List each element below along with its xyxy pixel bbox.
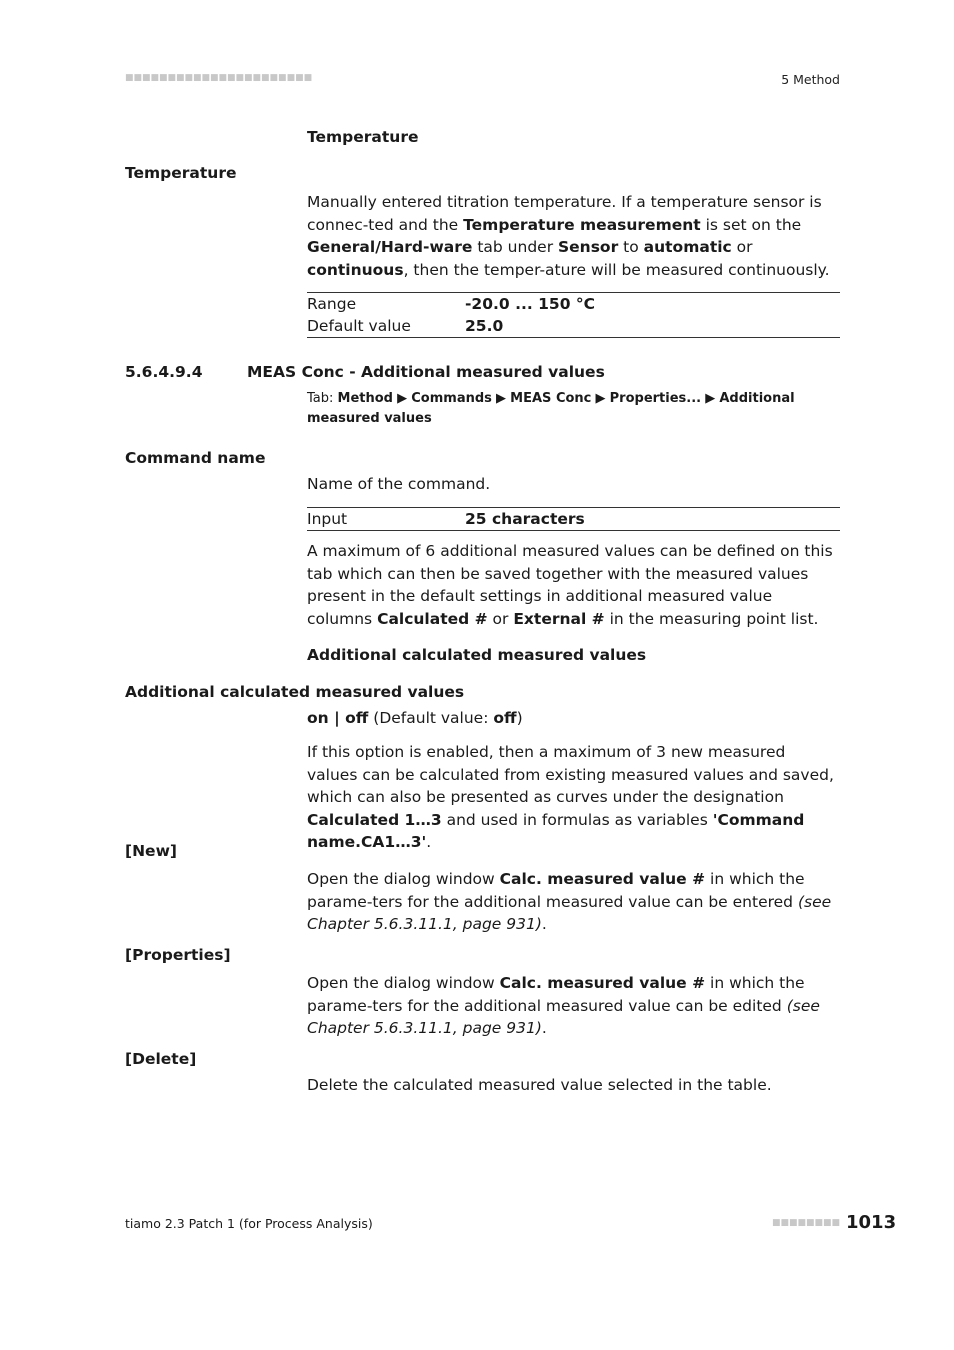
new-label: [New] bbox=[125, 842, 177, 860]
range-key: Range bbox=[307, 295, 357, 313]
temperature-parameter-table bbox=[307, 292, 840, 338]
temperature-subheading: Temperature bbox=[307, 128, 419, 146]
delete-label: [Delete] bbox=[125, 1050, 197, 1068]
range-value: -20.0 ... 150 °C bbox=[465, 295, 596, 313]
command-name-paragraph: A maximum of 6 additional measured values can be defined on this tab which can then be saved together with the measured values present in the default settings in additional measured value columns Calculated # or External # in the measuring point list. bbox=[307, 542, 833, 628]
additional-default: on | off (Default value: off) bbox=[307, 709, 523, 727]
additional-subheading: Additional calculated measured values bbox=[307, 646, 647, 664]
table-row bbox=[307, 508, 840, 530]
properties-description: Open the dialog window Calc. measured value # in which the parame-ters for the additional measured value can be edited (see Chapter 5.6.3.11.1, page 931). bbox=[307, 974, 820, 1037]
additional-paragraph: If this option is enabled, then a maximum of 3 new measured values can be calculated from existing measured values and saved, which can also be presented as curves under the designation Calculated 1…3 and used in formulas as variables 'Command name.CA1…3'. bbox=[307, 743, 834, 851]
path-method: Method bbox=[337, 391, 393, 406]
tab-path: Tab: Method ▶ Commands ▶ MEAS Conc ▶ Properties... ▶ Additional measured values bbox=[307, 391, 795, 426]
temperature-label: Temperature bbox=[125, 164, 237, 182]
header-decoration: ■■■■■■■■■■■■■■■■■■■■■■ bbox=[125, 73, 313, 83]
path-commands: Commands bbox=[411, 391, 492, 406]
default-key: Default value bbox=[307, 317, 411, 335]
command-name-description: Name of the command. bbox=[307, 475, 491, 493]
temperature-description: Manually entered titration temperature. If a temperature sensor is connec-ted and the Temperature measurement is set on the General/Hard-ware tab under Sensor to automatic or continuous, then the temper-ature will be measured continuously. bbox=[307, 193, 830, 279]
input-key: Input bbox=[307, 510, 348, 528]
input-value: 25 characters bbox=[465, 510, 585, 528]
path-properties: Properties... bbox=[609, 391, 702, 406]
additional-label: Additional calculated measured values bbox=[125, 683, 465, 701]
delete-description: Delete the calculated measured value selected in the table. bbox=[307, 1076, 772, 1094]
command-name-table bbox=[307, 507, 840, 531]
command-name-label: Command name bbox=[125, 449, 266, 467]
properties-label: [Properties] bbox=[125, 946, 231, 964]
section-number: 5.6.4.9.4 bbox=[125, 363, 203, 381]
page-number: 1013 bbox=[846, 1212, 897, 1233]
default-value: 25.0 bbox=[465, 317, 504, 335]
table-row bbox=[307, 293, 840, 315]
table-row bbox=[307, 315, 840, 337]
footer-product: tiamo 2.3 Patch 1 (for Process Analysis) bbox=[125, 1216, 373, 1231]
path-additional: Additional measured values bbox=[307, 391, 795, 426]
new-description: Open the dialog window Calc. measured value # in which the parame-ters for the additional measured value can be entered (see Chapter 5.6.3.11.1, page 931). bbox=[307, 870, 832, 933]
path-meas-conc: MEAS Conc bbox=[510, 391, 592, 406]
footer-decoration: ■■■■■■■■ bbox=[772, 1218, 841, 1228]
section-title: MEAS Conc - Additional measured values bbox=[247, 363, 605, 381]
chapter-title: 5 Method bbox=[781, 72, 840, 87]
